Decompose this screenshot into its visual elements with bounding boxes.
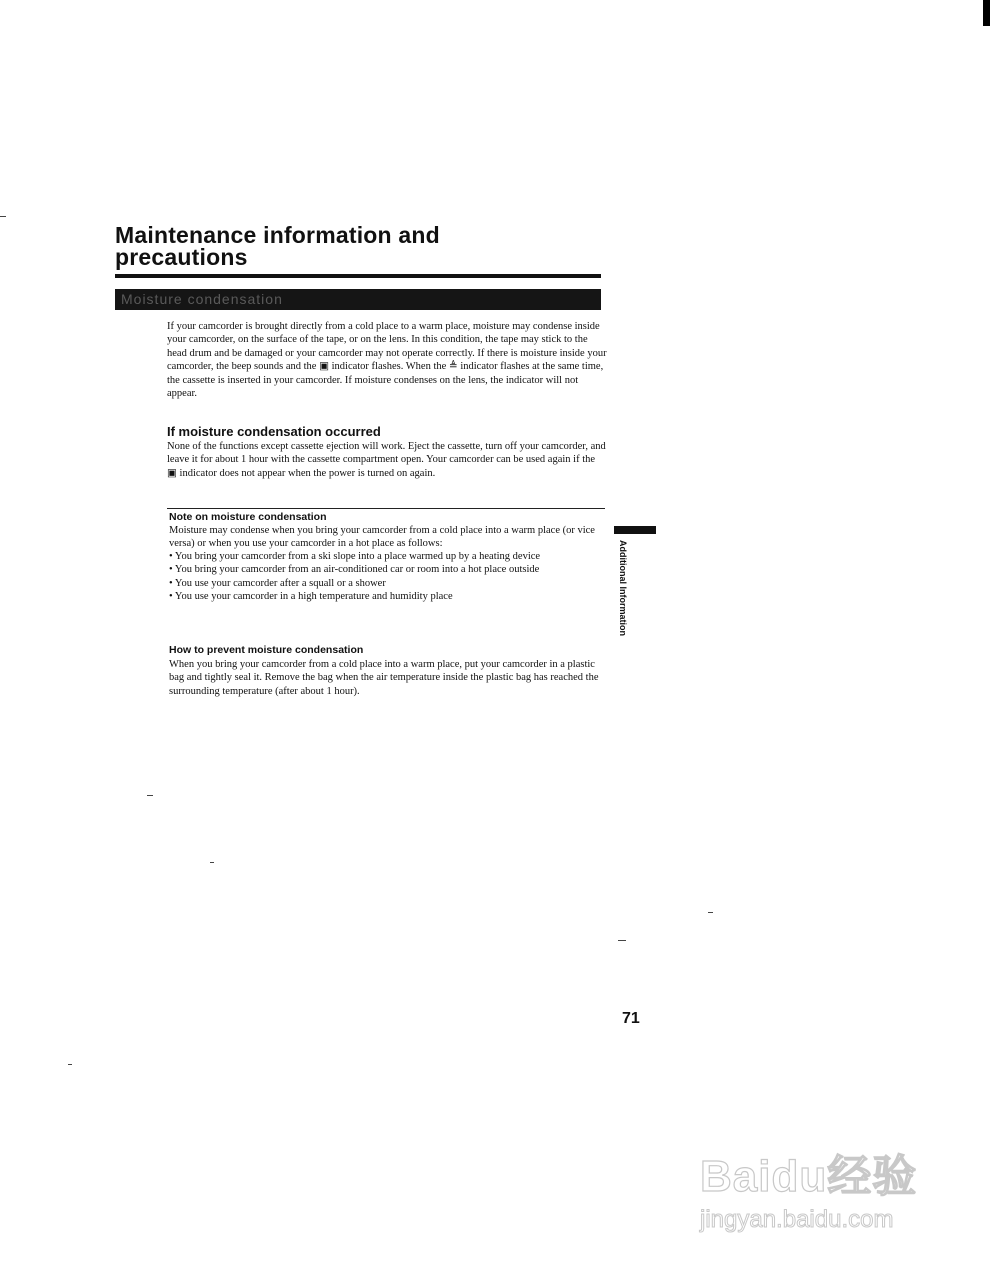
scan-speck: [0, 216, 6, 217]
section-header-bar: [115, 289, 601, 310]
page-number: 71: [622, 1010, 640, 1027]
note-paragraph: Moisture may condense when you bring your camcorder from a cold place into a warm place (or vice versa) or when you use your camcorder in a hot place as follows:: [169, 525, 595, 550]
title-rule: [115, 274, 601, 278]
page-title: [115, 224, 605, 268]
list-item: • You bring your camcorder from a ski slope into a place warmed up by a heating device: [169, 550, 609, 563]
baidu-watermark: [700, 1140, 940, 1250]
scan-speck: [147, 795, 153, 796]
scan-speck: [210, 862, 214, 863]
note-divider: [167, 508, 605, 509]
baidu-watermark-logo: Baidu经验: [700, 1152, 918, 1201]
prevent-paragraph: When you bring your camcorder from a cold place into a warm place, put your camcorder in a plastic bag and tightly seal it. Remove the bag when the air temperature inside the plastic bag has reached the surrounding temperature (after about 1 hour).: [169, 659, 599, 697]
page-title-line2: precautions: [115, 244, 248, 270]
occurred-paragraph: None of the functions except cassette ejection will work. Eject the cassette, turn off your camcorder, and leave it for about 1 hour with the cassette compartment open. Your camcorder can be used again if the ▣ indicator does not appear when the power is turned on again.: [167, 441, 606, 479]
list-item: • You bring your camcorder from an air-conditioned car or room into a hot place outside: [169, 563, 609, 576]
list-item: • You use your camcorder after a squall or a shower: [169, 577, 609, 590]
prevent-heading: How to prevent moisture condensation: [169, 644, 364, 656]
page-title-line1: Maintenance information and: [115, 222, 440, 248]
side-tab-marker: [614, 526, 656, 534]
list-item: • You use your camcorder in a high temperature and humidity place: [169, 590, 609, 603]
scan-speck: [618, 940, 626, 941]
note-bullet-list: [169, 550, 609, 604]
scan-speck: [68, 1064, 72, 1065]
occurred-heading: If moisture condensation occurred: [167, 424, 381, 439]
side-tab-label: Additional Information: [618, 540, 628, 636]
note-heading: Note on moisture condensation: [169, 511, 327, 523]
scan-edge-mark: [983, 0, 990, 26]
intro-paragraph: If your camcorder is brought directly from a cold place to a warm place, moisture may condense inside your camcorder, on the surface of the tape, or on the lens. In this condition, the tape may stick to the head drum and be damaged or your camcorder may not operate correctly. If there is moisture inside your camcorder, the beep sounds and the ▣ indicator flashes. When the ≜ indicator flashes at the same time, the cassette is inserted in your camcorder. If moisture condenses on the lens, the indicator will not appear.: [167, 321, 607, 400]
scan-speck: [708, 912, 713, 913]
section-header-title: Moisture condensation: [121, 291, 283, 307]
baidu-watermark-url: jingyan.baidu.com: [700, 1206, 894, 1233]
